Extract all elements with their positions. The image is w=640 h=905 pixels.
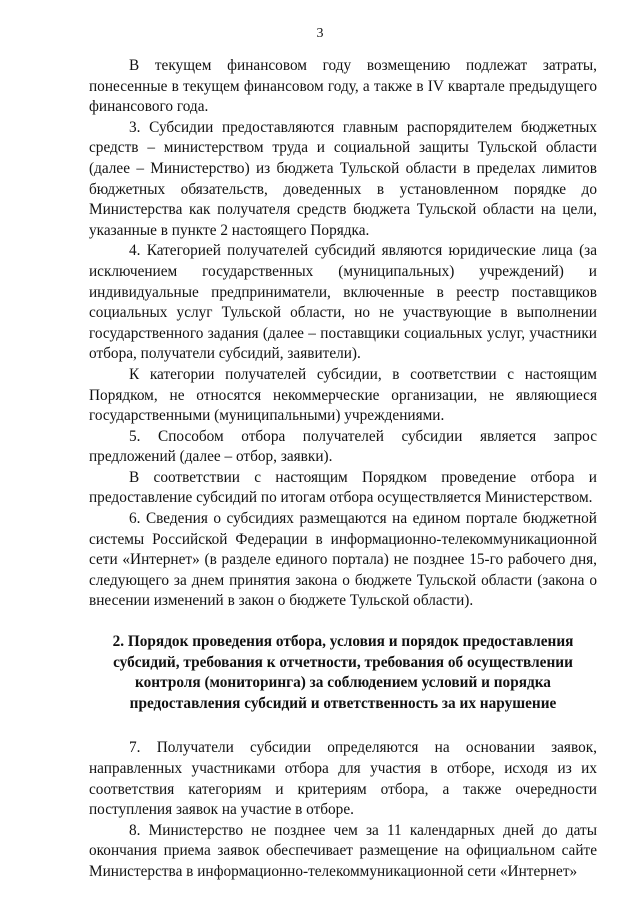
paragraph-item-8: 8. Министерство не позднее чем за 11 календарных дней до даты окончания приема заявок обеспечивает размещение на официальном сайте Министерства в информационно-телекоммуникационной сети «Интернет»	[89, 821, 597, 880]
section-heading: 2. Порядок проведения отбора, условия и порядок предоставления субсидий, требования к отчетности, требования об осуществлении контроля (мониторинга) за соблюдением условий и порядка предоставления субсидий и ответственность за их нарушение	[112, 633, 574, 712]
paragraph-item-5: 5. Способом отбора получателей субсидии является запрос предложений (далее – отбор, заявки).	[89, 427, 597, 466]
paragraph-item-6: 6. Сведения о субсидиях размещаются на едином портале бюджетной системы Российской Федерации в информационно-телекоммуникационной сети «Интернет» (в разделе единого портала) не позднее 15-го рабочего дня, следующего за днем принятия закона о бюджете Тульской области (закона о внесении изменений в закон о бюджете Тульской области).	[89, 510, 597, 610]
paragraph-item-4: 4. Категорией получателей субсидий являются юридические лица (за исключением государственных (муниципальных) учреждений) и индивидуальные предприниматели, включенные в реестр поставщиков социальных услуг Тульской области, но не участвующие в выполнении государственного задания (далее – поставщики социальных услуг, участники отбора, получатели субсидий, заявители).	[89, 242, 597, 363]
paragraph-item-3: 3. Субсидии предоставляются главным распорядителем бюджетных средств – министерством труда и социальной защиты Тульской области (далее – Министерство) из бюджета Тульской области в пределах лимитов бюджетных обязательств, доведенных в установленном порядке до Министерства как получателя средств бюджета Тульской области на цели, указанные в пункте 2 настоящего Порядка.	[89, 118, 597, 239]
paragraph-ministry-selection: В соответствии с настоящим Порядком проведение отбора и предоставление субсидий по итогам отбора осуществляется Министерством.	[89, 468, 597, 507]
paragraph-reimbursement: В текущем финансовом году возмещению подлежат затраты, понесенные в текущем финансовом году, а также в IV квартале предыдущего финансового года.	[89, 57, 597, 116]
page-number: 3	[316, 26, 324, 41]
paragraph-exclusions: К категории получателей субсидии, в соответствии с настоящим Порядком, не относятся некоммерческие организации, не являющиеся государственными (муниципальными) учреждениями.	[89, 365, 597, 425]
paragraph-item-7: 7. Получатели субсидии определяются на основании заявок, направленных участниками отбора для участия в отборе, исходя из их соответствия категориям и критериям отбора, а также очередности поступления заявок на участие в отборе.	[89, 739, 597, 819]
document-body	[89, 56, 597, 883]
